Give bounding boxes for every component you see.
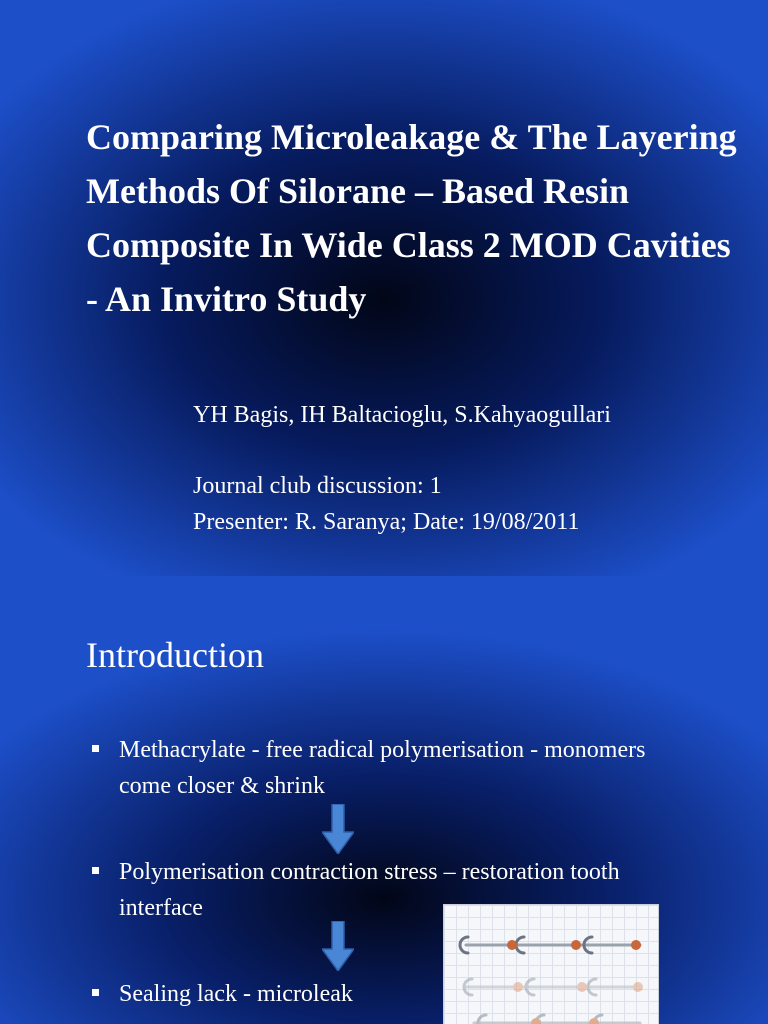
introduction-slide [0,576,768,1024]
slide-title: Comparing Microleakage & The Layering Methods Of Silorane – Based Resin Composite In Wide Class 2 MOD Cavities - An Invitro Study [86,117,737,319]
bullet-text: Polymerisation contraction stress – restoration tooth interface [119,859,620,921]
bullet-square-icon [92,867,99,874]
presenter-line: Presenter: R. Saranya; Date: 19/08/2011 [193,509,580,535]
bullet-item [92,732,692,804]
bullet-text: Methacrylate - free radical polymerisation - monomers come closer & shrink [119,737,646,799]
monomer-chain-illustration [443,904,659,1024]
monomer-row-3 [474,1015,640,1024]
monomer-chain-graphic [444,905,658,1024]
down-arrow-icon [322,921,354,971]
authors-line: YH Bagis, IH Baltacioglu, S.Kahyaogullari [193,402,611,428]
bullet-text: Sealing lack - microleak [119,981,353,1007]
journal-club-line: Journal club discussion: 1 [193,473,442,499]
bullet-square-icon [92,745,99,752]
down-arrow-icon [322,804,354,854]
introduction-heading: Introduction [86,635,264,675]
bullet-square-icon [92,989,99,996]
monomer-row-1 [460,937,641,953]
monomer-row-2 [464,979,643,995]
